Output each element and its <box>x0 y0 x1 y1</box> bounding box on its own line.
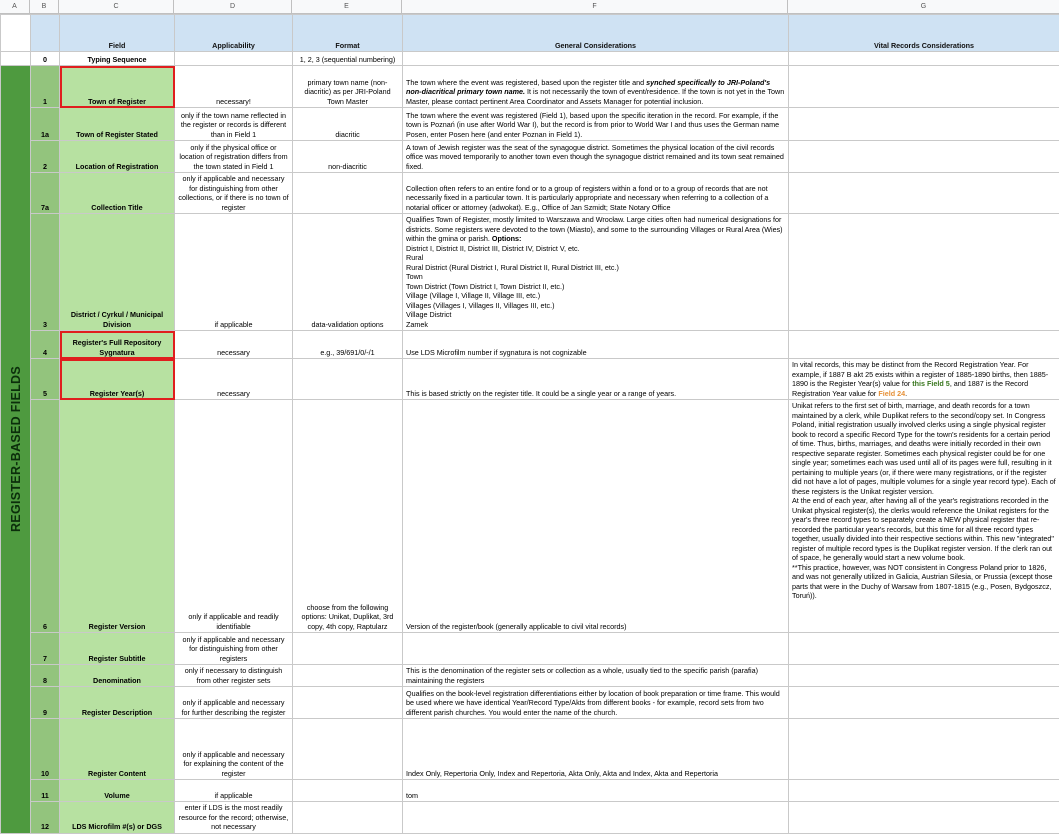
column-header-bar <box>0 0 1059 14</box>
applicability-cell[interactable]: necessary <box>175 359 293 400</box>
vital-cell[interactable] <box>789 687 1059 719</box>
general-cell[interactable]: This is the denomination of the register sets or collection as a whole, usually tied to the specific parish (parafia) maintaining the registers <box>403 665 789 687</box>
vital-paragraph: Unikat refers to the first set of birth, marriage, and death records for a town maintained by a clerk, while Duplikat refers to the second/copy set. In Congress Poland, initial registration usually involved clerks using a single physical register book to record a specific Record Type for the town's residents for a certain period of time. Thus, births, marriages, and deaths were initially recorded in their own respective separate register. Sometimes each physical register could be for one single year; sometimes each was used until all of its pages were full, resulting in it pertaining to multiple years (or, if there were many registrations, or if the register did not have a lot of pages, multiple volumes for a single year record type). Each of these registers is the Unikat register version. <box>792 401 1056 496</box>
applicability-cell[interactable]: enter if LDS is the most readily resource for the record; otherwise, not necessary <box>175 802 293 834</box>
vital-cell[interactable] <box>789 173 1059 214</box>
table-row <box>1 331 1059 359</box>
table-row <box>1 687 1059 719</box>
header-applicability[interactable]: Applicability <box>175 15 293 52</box>
row-number[interactable]: 10 <box>31 719 60 780</box>
header-row <box>1 15 1059 52</box>
applicability-cell[interactable]: only if applicable and necessary for further describing the register <box>175 687 293 719</box>
vital-text-continued: , and 1887 is the Record Registration Year value for <box>792 379 1029 398</box>
format-cell[interactable] <box>293 665 403 687</box>
field-name[interactable]: Location of Registration <box>60 141 175 173</box>
vital-paragraph: **This practice, however, was NOT consistent in Congress Poland prior to 1826, and was not generally utilized in Galicia, Austrian Silesia, or Prussia (except those parts that were in the Duchy of Warsaw from 1807-1815 (e.g., Posen, Bydgoszcz, Toruń)). <box>792 562 1053 600</box>
vital-cell[interactable] <box>789 802 1059 834</box>
table-row <box>1 633 1059 665</box>
table-row-typing-sequence <box>1 52 1059 66</box>
option-item: Town <box>406 272 423 281</box>
general-text: The town where the event was registered, based upon the register title and <box>406 77 647 87</box>
applicability-cell[interactable]: only if applicable and readily identifiable <box>175 400 293 633</box>
field-name[interactable]: LDS Microfilm #(s) or DGS <box>60 802 175 834</box>
general-text-continued: It is not necessarily the town of event/residence. If the town is not yet in the Town Master, please contact pertinent Area Coordinator and Assets Manager for potential inclusion. <box>406 87 785 106</box>
field-name-highlighted[interactable]: Register Year(s) <box>60 359 175 400</box>
field-name[interactable]: Register Version <box>60 400 175 633</box>
cell-a-blank[interactable] <box>1 52 31 66</box>
general-cell[interactable] <box>403 52 789 66</box>
table-row <box>1 66 1059 108</box>
vital-text-end: . <box>905 388 908 398</box>
vital-cell[interactable] <box>789 66 1059 108</box>
general-cell[interactable]: Qualifies on the book-level registration differentiations either by location of book preparation or time frame. This would be used where we have identical Year/Record Type/Akts from different books - for example, record sets from two different parish churches. You would enter the name of the church. <box>403 687 789 719</box>
row-number[interactable]: 1 <box>31 66 60 108</box>
option-item: Villages (Villages I, Villages II, Villages III, etc.) <box>406 300 555 310</box>
vital-cell[interactable] <box>789 331 1059 359</box>
option-item: Rural District (Rural District I, Rural District II, Rural District III, etc.) <box>406 262 619 272</box>
option-item: Zamek <box>406 319 428 329</box>
general-cell[interactable] <box>403 214 789 331</box>
general-cell[interactable]: Index Only, Repertoria Only, Index and Repertoria, Akta Only, Akta and Index, Akta and Repertoria <box>403 719 789 780</box>
column-header-c[interactable]: C <box>59 0 174 14</box>
applicability-cell[interactable]: only if the physical office or location of registration differs from the town stated in Field 1 <box>175 141 293 173</box>
general-cell[interactable]: Use LDS Microfilm number if sygnatura is not cognizable <box>403 331 789 359</box>
vital-paragraph: At the end of each year, after having all of the year's registrations recorded in the Unikat physical register(s), the clerks would reference the Unikat registers for the year's three record types to separately create a NEW physical register that re-recorded the particular year's records, but this time for all three record types together, usually divided into their respective sections within. This new "integrated" register of multiple record types is the Duplikat register version. If the clerk ran out of space, he generally would start a new volume book. <box>792 496 1054 562</box>
vital-cell[interactable] <box>789 141 1059 173</box>
option-item: Village District <box>406 310 452 319</box>
format-cell[interactable] <box>293 802 403 834</box>
general-cell[interactable] <box>403 802 789 834</box>
column-header-e[interactable]: E <box>292 0 402 14</box>
vital-cell[interactable] <box>789 400 1059 633</box>
format-cell[interactable] <box>293 173 403 214</box>
format-cell[interactable] <box>293 687 403 719</box>
table-row <box>1 802 1059 834</box>
header-vital-records-considerations[interactable]: Vital Records Considerations <box>789 15 1059 52</box>
applicability-cell[interactable] <box>175 52 293 66</box>
applicability-cell[interactable]: only if applicable and necessary for distinguishing from other registers <box>175 633 293 665</box>
format-cell[interactable]: data-validation options <box>293 214 403 331</box>
vital-cell[interactable] <box>789 633 1059 665</box>
format-cell[interactable]: primary town name (non-diacritic) as per JRI-Poland Town Master <box>293 66 403 108</box>
vital-text: In vital records, this may be distinct from the Record Registration Year. For example, if 1887 B akt 25 exists within a register of 1885-1890 births, then 1885-1890 is the Register Year(s) value for <box>792 360 1049 388</box>
field-name[interactable]: Register Content <box>60 719 175 780</box>
header-format[interactable]: Format <box>293 15 403 52</box>
table-row <box>1 719 1059 780</box>
format-cell[interactable]: diacritic <box>293 108 403 141</box>
section-label-text: REGISTER-BASED FIELDS <box>8 366 23 533</box>
table-row <box>1 665 1059 687</box>
format-cell[interactable] <box>293 359 403 400</box>
header-general-considerations[interactable]: General Considerations <box>403 15 789 52</box>
table-row <box>1 141 1059 173</box>
field-name[interactable]: Volume <box>60 780 175 802</box>
column-header-d[interactable]: D <box>174 0 292 14</box>
format-cell[interactable]: e.g., 39/691/0/-/1 <box>293 331 403 359</box>
field-name[interactable]: Register Description <box>60 687 175 719</box>
general-text: Qualifies Town of Register, mostly limited to Warszawa and Wrocław. Large cities often had numerical designations for districts. Some registers were devoted to the town (Miasto), and some to the surrounding Villages or Rural Area (Wies) within the gmina or parish. <box>406 215 783 243</box>
general-cell[interactable] <box>403 66 789 108</box>
vital-cell[interactable] <box>789 359 1059 400</box>
field-name[interactable]: Register Subtitle <box>60 633 175 665</box>
vital-cell[interactable] <box>789 108 1059 141</box>
option-item: Village (Village I, Village II, Village III, etc.) <box>406 291 541 300</box>
format-cell[interactable]: non-diacritic <box>293 141 403 173</box>
row-number[interactable]: 2 <box>31 141 60 173</box>
applicability-cell[interactable]: only if applicable and necessary for explaining the content of the register <box>175 719 293 780</box>
vital-cell[interactable] <box>789 719 1059 780</box>
row-number[interactable]: 11 <box>31 780 60 802</box>
general-cell[interactable]: A town of Jewish register was the seat of the synagogue district. Sometimes the physical location of the civil records office was moved temporarily to another town even though the synagogue district remained and its town seat remained fixed. <box>403 141 789 173</box>
field-24-reference: Field 24 <box>878 388 906 398</box>
field-5-reference: this Field 5 <box>912 379 950 388</box>
vital-cell[interactable] <box>789 214 1059 331</box>
field-name-highlighted[interactable]: Town of Register <box>60 66 175 108</box>
vital-cell[interactable] <box>789 665 1059 687</box>
applicability-cell[interactable]: necessary! <box>175 66 293 108</box>
table-row <box>1 780 1059 802</box>
row-number[interactable]: 3 <box>31 214 60 331</box>
general-cell[interactable]: This is based strictly on the register title. It could be a single year or a range of years. <box>403 359 789 400</box>
format-cell[interactable]: 1, 2, 3 (sequential numbering) <box>293 52 403 66</box>
spec-table <box>0 14 1059 834</box>
field-name-highlighted[interactable]: Register's Full Repository Sygnatura <box>60 331 175 359</box>
applicability-cell[interactable]: only if necessary to distinguish from other register sets <box>175 665 293 687</box>
vital-cell[interactable] <box>789 52 1059 66</box>
table-row <box>1 108 1059 141</box>
general-cell[interactable]: The town where the event was registered (Field 1), based upon the specific iteration in the record. For example, if the town is Poznań (in use after World War I), but the record is from prior to World War I and thus uses the German name Posen, enter Posen here (and enter Poznan in Field 1). <box>403 108 789 141</box>
format-cell[interactable] <box>293 633 403 665</box>
column-header-b[interactable]: B <box>30 0 59 14</box>
row-number[interactable]: 1a <box>31 108 60 141</box>
field-name[interactable]: Typing Sequence <box>60 52 175 66</box>
header-field[interactable]: Field <box>60 15 175 52</box>
field-name[interactable]: District / Cyrkul / Municipal Division <box>60 214 175 331</box>
vital-cell[interactable] <box>789 780 1059 802</box>
column-header-a[interactable]: A <box>0 0 30 14</box>
option-item: District I, District II, District III, District IV, District V, etc. <box>406 243 580 253</box>
general-cell[interactable]: Collection often refers to an entire fond or to a group of registers within a fond or to a group of records that are not necessarily fixed in a particular town. It is particularly appropriate and necessary when referring to a collection of a notarial officer or attorney (adwokat). E.g., Office of Jan Szmidt; State Notary Office <box>403 173 789 214</box>
header-cell-b[interactable] <box>31 15 60 52</box>
table-row <box>1 173 1059 214</box>
section-label-register-based-fields[interactable] <box>1 66 31 834</box>
table-row <box>1 400 1059 633</box>
general-cell[interactable] <box>403 633 789 665</box>
general-cell[interactable]: Version of the register/book (generally applicable to civil vital records) <box>403 400 789 633</box>
row-number[interactable]: 7 <box>31 633 60 665</box>
row-number[interactable]: 12 <box>31 802 60 834</box>
table-row <box>1 214 1059 331</box>
applicability-cell[interactable]: if applicable <box>175 214 293 331</box>
format-cell[interactable]: choose from the following options: Unikat, Duplikat, 3rd copy, 4th copy, Raptularz <box>293 400 403 633</box>
field-name[interactable]: Denomination <box>60 665 175 687</box>
row-number[interactable]: 7a <box>31 173 60 214</box>
field-name[interactable]: Collection Title <box>60 173 175 214</box>
column-header-f[interactable]: F <box>402 0 788 14</box>
options-label: Options: <box>491 234 522 243</box>
field-name[interactable]: Town of Register Stated <box>60 108 175 141</box>
general-cell[interactable]: tom <box>403 780 789 802</box>
row-number[interactable]: 6 <box>31 400 60 633</box>
applicability-cell[interactable]: only if applicable and necessary for distinguishing from other collections, or if there is no town of register <box>175 173 293 214</box>
row-number[interactable]: 8 <box>31 665 60 687</box>
format-cell[interactable] <box>293 719 403 780</box>
applicability-cell[interactable]: if applicable <box>175 780 293 802</box>
row-number[interactable]: 5 <box>31 359 60 400</box>
row-number[interactable]: 9 <box>31 687 60 719</box>
row-number[interactable]: 4 <box>31 331 60 359</box>
table-row <box>1 359 1059 400</box>
column-header-g[interactable]: G <box>920 3 927 10</box>
applicability-cell[interactable]: only if the town name reflected in the register or records is different than in Field 1 <box>175 108 293 141</box>
format-cell[interactable] <box>293 780 403 802</box>
row-number[interactable]: 0 <box>31 52 60 66</box>
option-item: Town District (Town District I, Town District II, etc.) <box>406 281 565 291</box>
option-item: Rural <box>406 253 424 262</box>
general-emphasis-text: synched specifically to JRI-Poland's non-diacritical primary town name. <box>406 77 771 96</box>
applicability-cell[interactable]: necessary <box>175 331 293 359</box>
header-cell-a[interactable] <box>1 15 31 52</box>
